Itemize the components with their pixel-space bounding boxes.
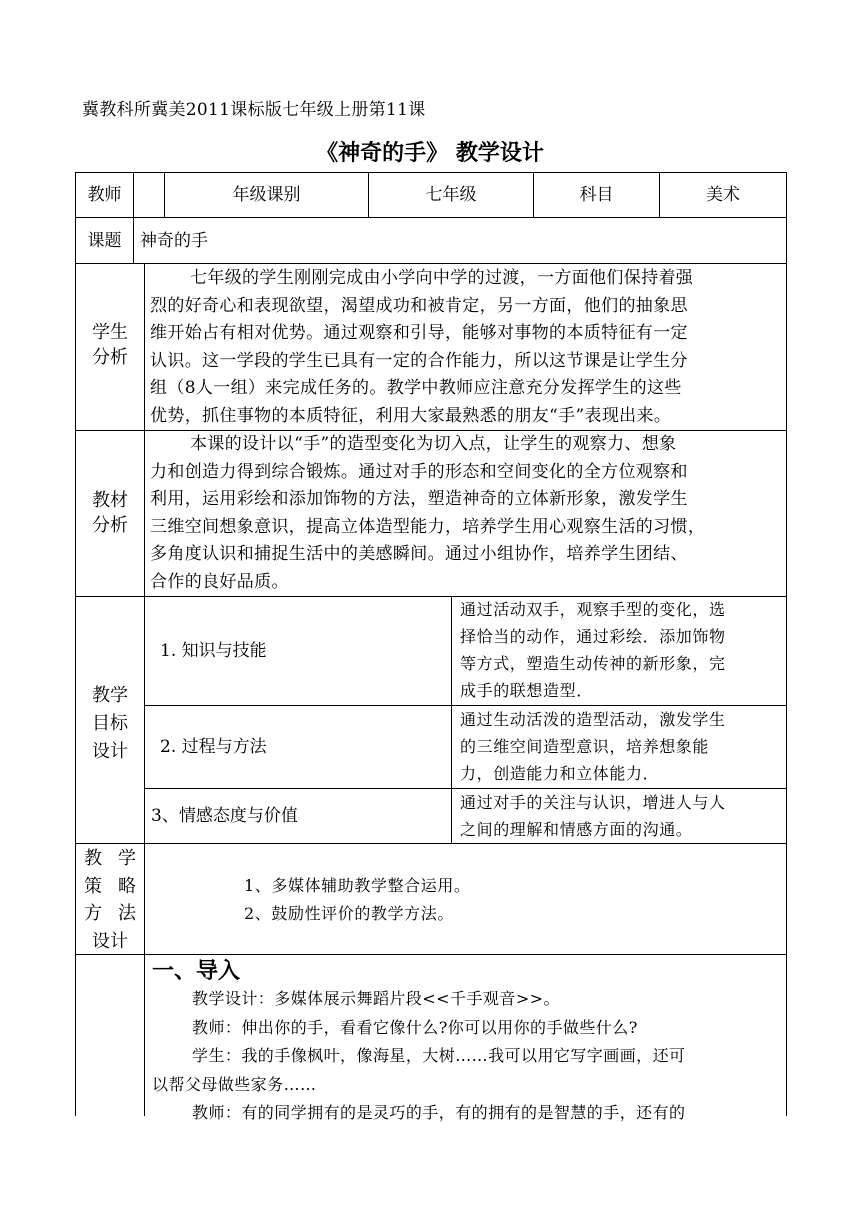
subject-label: 科目 <box>579 185 614 205</box>
goals-label: 教学 目标 设计 <box>92 685 128 762</box>
table-divider <box>144 263 145 1116</box>
goal-text-knowledge: 通过活动双手，观察手型的变化，选 择恰当的动作，通过彩绘．添加饰物 等方式，塑造生动传神的新形象，完 成手的联想造型． <box>460 600 726 700</box>
text-line: 力和创造力得到综合锻炼。通过对手的形态和空间变化的全方位观察和 <box>150 461 688 482</box>
teacher-value <box>134 173 164 217</box>
text-line: 认识。这一学段的学生已具有一定的合作能力，所以这节课是让学生分 <box>150 350 688 371</box>
text-line: 七年级的学生刚刚完成由小学向中学的过渡，一方面他们保持着强 <box>190 268 694 288</box>
text-line: 组（8人一组）来完成任务的。教学中教师应注意充分发挥学生的这些 <box>150 378 682 398</box>
goal-text-emotion: 通过对手的关注与认识，增进人与人 之间的理解和情感方面的沟通。 <box>460 793 726 839</box>
grade-value: 七年级 <box>425 185 477 205</box>
text-line: 合作的良好品质。 <box>150 571 289 592</box>
document-header: 冀教科所冀美2011课标版七年级上册第11课 <box>82 100 426 120</box>
topic-label: 课题 <box>87 230 122 251</box>
text-line: 本课的设计以“手”的造型变化为切入点，让学生的观察力、想象 <box>190 434 677 454</box>
goal-text-process: 通过生动活泼的造型活动，激发学生 的三维空间造型意识，培养想象能 力，创造能力和立体能力． <box>460 710 726 783</box>
student-analysis-text <box>150 265 780 430</box>
section-title-intro: 一、导入 <box>152 959 241 984</box>
goal-name-process: 2. 过程与方法 <box>160 737 267 757</box>
material-analysis-label: 教材 分析 <box>92 490 128 536</box>
text-line: 三维空间想象意识，提高立体造型能力，培养学生用心观察生活的习惯， <box>150 516 706 537</box>
table-divider <box>75 843 787 844</box>
text-line: 学生：我的手像枫叶，像海星，大树……我可以用它写字画画，还可 <box>192 1046 686 1066</box>
table-border <box>75 172 76 1116</box>
material-analysis-text <box>150 431 780 596</box>
goal-name-emotion: 3、情感态度与价值 <box>151 806 298 826</box>
table-border <box>786 172 787 1116</box>
topic-value: 神奇的手 <box>140 230 208 251</box>
text-line: 教学设计：多媒体展示舞蹈片段<<千手观音>>。 <box>192 989 560 1008</box>
document-title: 《神奇的手》 教学设计 <box>316 141 544 166</box>
process-text <box>152 985 788 1128</box>
table-divider <box>451 596 452 843</box>
strategy-label: 教 学 策 略 方 法 设计 <box>84 848 136 952</box>
strategy-item: 2、鼓励性评价的教学方法。 <box>244 904 454 923</box>
text-line: 多角度认识和捕捉生活中的美感瞬间。通过小组协作，培养学生团结、 <box>150 544 688 564</box>
table-divider <box>75 263 787 264</box>
student-analysis-label: 学生 分析 <box>92 322 128 368</box>
text-line: 教师：伸出你的手，看看它像什么?你可以用你的手做些什么? <box>192 1017 638 1037</box>
text-line: 维开始占有相对优势。通过观察和引导，能够对事物的本质特征有一定 <box>150 323 688 343</box>
teacher-label: 教师 <box>87 185 122 205</box>
text-line: 教师：有的同学拥有的是灵巧的手，有的拥有的是智慧的手，还有的 <box>192 1103 686 1123</box>
strategy-item: 1、多媒体辅助教学整合运用。 <box>244 876 471 895</box>
text-line: 优势，抓住事物的本质特征，利用大家最熟悉的朋友“手”表现出来。 <box>150 405 672 426</box>
text-line: 烈的好奇心和表现欲望，渴望成功和被肯定，另一方面，他们的抽象思 <box>150 295 688 316</box>
subject-value: 美术 <box>706 185 740 205</box>
text-line: 以帮父母做些家务…… <box>152 1074 317 1094</box>
goal-name-knowledge: 1. 知识与技能 <box>160 641 267 661</box>
strategy-text <box>244 872 764 928</box>
grade-label: 年级课别 <box>232 185 301 205</box>
text-line: 利用，运用彩绘和添加饰物的方法，塑造神奇的立体新形象，激发学生 <box>150 489 688 509</box>
